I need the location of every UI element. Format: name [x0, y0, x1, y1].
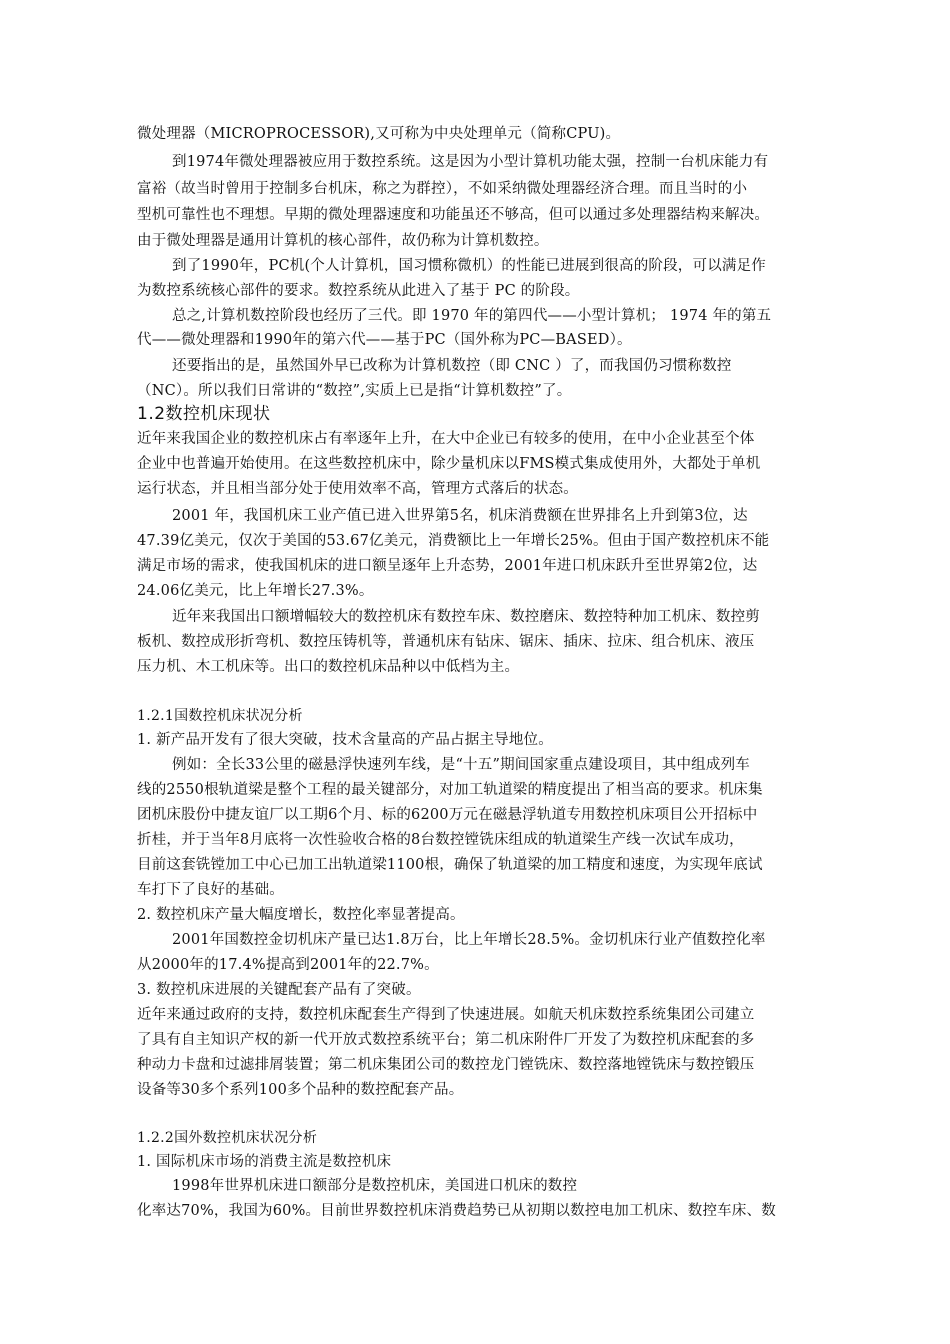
text-line: 企业中也普遍开始使用。在这些数控机床中，除少量机床以FMS模式集成使用外，大都处于单机 — [137, 456, 761, 472]
text-line: 从2000年的17.4%提高到2001年的22.7%。 — [137, 957, 439, 973]
text-line: 2001年国数控金切机床产量已达1.8万台，比上年增长28.5%。金切机床行业产值数控化率 — [172, 932, 766, 948]
text-line: 24.06亿美元，比上年增长27.3%。 — [137, 583, 374, 599]
text-line: 微处理器（MICROPROCESSOR),又可称为中央处理单元（简称CPU)。 — [137, 126, 621, 142]
text-line: 总之,计算机数控阶段也经历了三代。即 1970 年的第四代——小型计算机； 1974 年的第五 — [172, 308, 772, 324]
text-line: 线的2550根轨道梁是整个工程的最关键部分，对加工轨道梁的精度提出了相当高的要求。机床集 — [137, 782, 763, 798]
text-line: 种动力卡盘和过滤排屑装置；第二机床集团公司的数控龙门镗铣床、数控落地镗铣床与数控锻压 — [137, 1057, 755, 1073]
text-line: 满足市场的需求，使我国机床的进口额呈逐年上升态势，2001年进口机床跃升至世界第2位，达 — [137, 558, 758, 574]
text-line: 近年来通过政府的支持，数控机床配套生产得到了快速进展。如航天机床数控系统集团公司建立 — [137, 1007, 755, 1023]
text-line: 到了1990年，PC机(个人计算机，国习惯称微机）的性能已进展到很高的阶段，可以满足作 — [172, 258, 767, 274]
list-item: 2. 数控机床产量大幅度增长，数控化率显著提高。 — [137, 907, 465, 923]
text-line: （NC）。所以我们日常讲的“数控”,实质上已是指“计算机数控”了。 — [137, 383, 572, 399]
text-line: 近年来我国企业的数控机床占有率逐年上升，在大中企业已有较多的使用，在中小企业甚至个体 — [137, 431, 755, 447]
text-line: 化率达70%，我国为60%。目前世界数控机床消费趋势已从初期以数控电加工机床、数控车床、数 — [137, 1203, 776, 1219]
section-heading: 1.2数控机床现状 — [137, 404, 271, 424]
text-line: 代——微处理器和1990年的第六代——基于PC（国外称为PC—BASED）。 — [137, 332, 632, 348]
text-line: 到1974年微处理器被应用于数控系统。这是因为小型计算机功能太强，控制一台机床能力有 — [172, 154, 769, 170]
text-line: 设备等30多个系列100多个品种的数控配套产品。 — [137, 1082, 464, 1098]
text-line: 近年来我国出口额增幅较大的数控机床有数控车床、数控磨床、数控特种加工机床、数控剪 — [172, 609, 760, 625]
subsection-heading: 1.2.2国外数控机床状况分析 — [137, 1130, 318, 1146]
text-line: 为数控系统核心部件的要求。数控系统从此进入了基于 PC 的阶段。 — [137, 283, 580, 299]
text-line: 折桂，并于当年8月底将一次性验收合格的8台数控镗铣床组成的轨道梁生产线一次试车成功， — [137, 832, 744, 848]
text-line: 富裕（故当时曾用于控制多台机床，称之为群控），不如采纳微处理器经济合理。而且当时的小 — [137, 181, 748, 197]
text-line: 板机、数控成形折弯机、数控压铸机等，普通机床有钻床、锯床、插床、拉床、组合机床、液压 — [137, 634, 755, 650]
text-line: 1998年世界机床进口额部分是数控机床，美国进口机床的数控 — [172, 1178, 578, 1194]
text-line: 2001 年，我国机床工业产值已进入世界第5名，机床消费额在世界排名上升到第3位，达 — [172, 508, 748, 524]
text-line: 47.39亿美元，仅次于美国的53.67亿美元，消费额比上一年增长25%。但由于国产数控机床不能 — [137, 533, 770, 549]
text-line: 由于微处理器是通用计算机的核心部件，故仍称为计算机数控。 — [137, 233, 549, 249]
text-line: 压力机、木工机床等。出口的数控机床品种以中低档为主。 — [137, 659, 520, 675]
text-line: 团机床股份中捷友谊厂以工期6个月、标的6200万元在磁悬浮轨道专用数控机床项目公开招标中 — [137, 807, 758, 823]
text-line: 型机可靠性也不理想。早期的微处理器速度和功能虽还不够高，但可以通过多处理器结构来解决。 — [137, 207, 770, 223]
text-line: 目前这套铣镗加工中心已加工出轨道梁1100根，确保了轨道梁的加工精度和速度，为实现年底试 — [137, 857, 763, 873]
list-item: 1. 国际机床市场的消费主流是数控机床 — [137, 1154, 392, 1170]
text-line: 车打下了良好的基础。 — [137, 882, 284, 898]
text-line: 例如：全长33公里的磁悬浮快速列车线，是“十五”期间国家重点建设项目，其中组成列车 — [172, 757, 750, 773]
list-item: 1. 新产品开发有了很大突破，技术含量高的产品占据主导地位。 — [137, 732, 553, 748]
list-item: 3. 数控机床进展的关键配套产品有了突破。 — [137, 982, 421, 998]
subsection-heading: 1.2.1国数控机床状况分析 — [137, 708, 303, 724]
text-line: 运行状态，并且相当部分处于使用效率不高，管理方式落后的状态。 — [137, 481, 578, 497]
text-line: 了具有自主知识产权的新一代开放式数控系统平台；第二机床附件厂开发了为数控机床配套的多 — [137, 1032, 755, 1048]
text-line: 还要指出的是，虽然国外早已改称为计算机数控（即 CNC ）了，而我国仍习惯称数控 — [172, 358, 732, 374]
